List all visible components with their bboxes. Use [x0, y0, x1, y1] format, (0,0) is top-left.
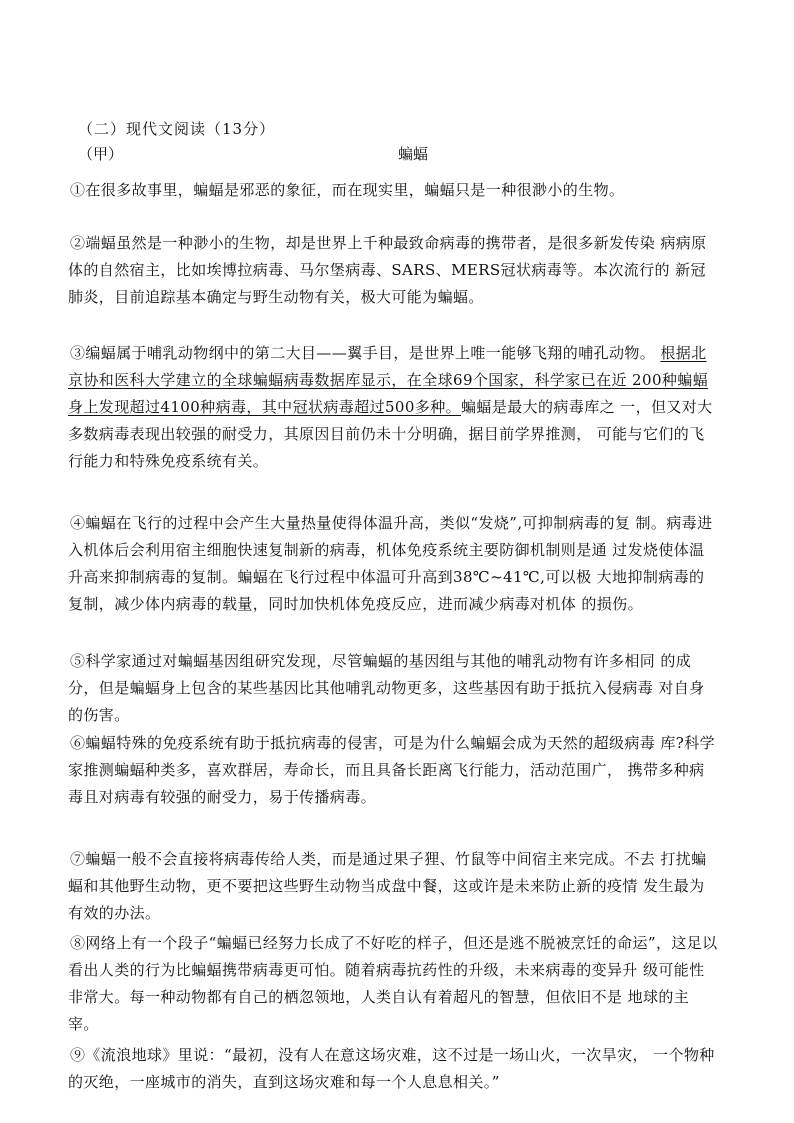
- paragraph-2-text: ②端蝠虽然是一种渺小的生物，却是世界上千种最致命病毒的携带者，是很多新发传染 病病原体的自然宿主，比如埃博拉病毒、马尔堡病毒、SARS、MERS冠状病毒等。本次流行的 新冠肺炎，目前追踪基本确定与野生动物有关，极大可能为蝙蝠。: [68, 234, 707, 306]
- paragraph-2: [68, 230, 718, 311]
- paragraph-4-text: ④蝙蝠在飞行的过程中会产生大量热量使得体温升高，类似“发烧”,可抑制病毒的复 制。病毒进入机体后会利用宿主细胞快速复制新的病毒，机体免疫系统主要防御机制则是通 过发烧使体温升高来抑制病毒的复制。蝙蝠在飞行过程中体温可升高到38℃~41℃,可以极 大地抑制病毒的复制，减少体内病毒的载量，同时加快机体免疫反应，进而减少病毒对机体 的损伤。: [68, 514, 713, 613]
- paragraph-8-text: ⑧网络上有一个段子“蝙蝠已经努力长成了不好吃的样子，但还是逃不脱被烹饪的命运”，这足以看出人类的行为比蝙蝠携带病毒更可怕。随着病毒抗药性的升级，未来病毒的变异升 级可能性非常大。每一种动物都有自己的栖忽领地，人类自认有着超凡的智慧，但依旧不是 地球的主宰。: [68, 934, 718, 1033]
- paragraph-6-text: ⑥蝙蝠特殊的免疫系统有助于抵抗病毒的侵害，可是为什么蝙蝠会成为天然的超级病毒 库?科学家推测蝙蝠种类多，喜欢群居，寿命长，而且具备长距离飞行能力，活动范围广， 携带多种病毒且对病毒有较强的耐受力，易于传播病毒。: [68, 734, 716, 806]
- part-label: （甲）: [78, 145, 124, 163]
- section-heading: （二）现代文阅读（13分）: [78, 120, 276, 138]
- paragraph-7: [68, 846, 718, 927]
- article-title: 蝙蝠: [398, 145, 429, 163]
- paragraph-6: [68, 730, 718, 811]
- paragraph-3: [68, 340, 718, 475]
- paragraph-5: [68, 648, 718, 729]
- paragraph-4: [68, 510, 718, 618]
- paragraph-1: [68, 177, 718, 204]
- paragraph-7-text: ⑦蝙蝠一般不会直接将病毒传给人类，而是通过果子狸、竹鼠等中间宿主来完成。不去 打扰蝙蝠和其他野生动物，更不要把这些野生动物当成盘中餐，这或许是未来防止新的疫情 发生最为有效的办法。: [68, 850, 707, 922]
- paragraph-3-underlined-sentence: 根据北京协和医科大学建立的全球蝙蝠病毒数据库显示，在全球69个国家，科学家已在近 200种蝙蝠身上发现超过4100种病毒，其中冠状病毒超过500多种。: [68, 344, 709, 416]
- paragraph-3-text: [68, 340, 718, 475]
- paragraph-1-text: ①在很多故事里，蝙蝠是邪恶的象征，而在现实里，蝙蝠只是一种很渺小的生物。: [70, 181, 625, 199]
- paragraph-9: [68, 1042, 718, 1096]
- paragraph-8: [68, 930, 718, 1038]
- paragraph-5-text: ⑤科学家通过对蝙蝠基因组研究发现，尽管蝙蝠的基因组与其他的哺乳动物有许多相同 的成分，但是蝙蝠身上包含的某些基因比其他哺乳动物更多，这些基因有助于抵抗入侵病毒 对自身的伤害。: [68, 652, 705, 724]
- paragraph-3-rest: 蝙蝠是最大的病毒库之 一，但又对大多数病毒表现出较强的耐受力，其原因目前仍未十分明确，据目前学界推测， 可能与它们的飞行能力和特殊免疫系统有关。: [68, 398, 713, 470]
- paragraph-3-intro: ③编蝠属于哺乳动物纲中的第二大目——翼手目，是世界上唯一能够飞翔的哺孔动物。: [70, 344, 661, 362]
- paragraph-9-text: ⑨《流浪地球》里说：“最初，没有人在意这场灾难，这不过是一场山火，一次旱灾， 一个物种的灭绝，一座城市的消失，直到这场灾难和每一个人息息相关。”: [68, 1046, 715, 1091]
